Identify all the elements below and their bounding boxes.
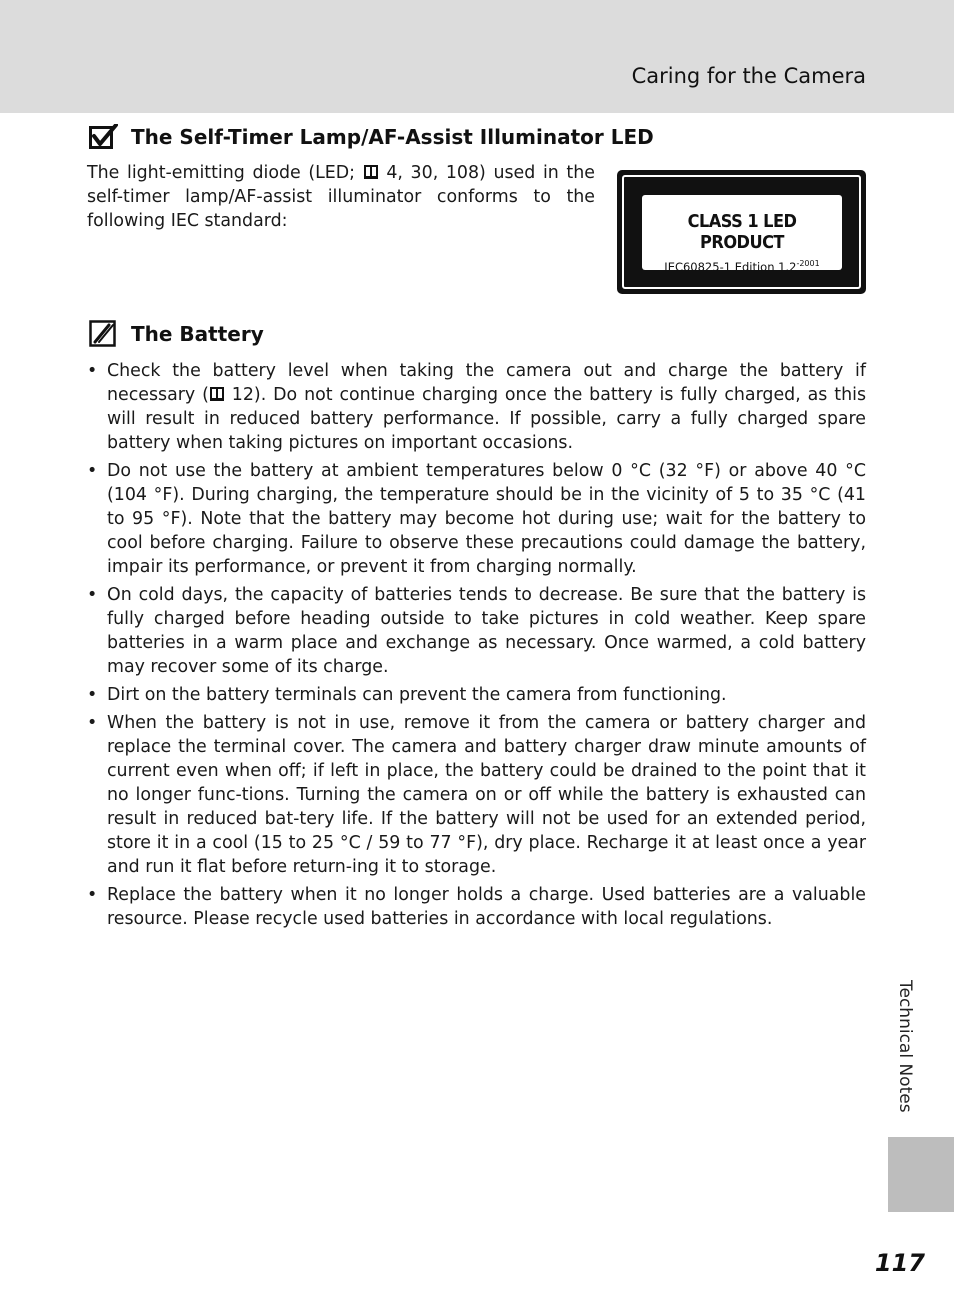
list-item [87,883,866,931]
battery-section-heading [89,320,264,348]
battery-heading-text: The Battery [131,322,264,346]
led-intro-paragraph [87,161,595,233]
bullet-dot: • [87,885,98,905]
checkmark-box-icon [89,124,118,149]
bullet-dot: • [87,685,98,705]
bullet-text-after: 12). Do not continue charging once the battery is fully charged, as this will result in reduced battery performance. If possible, carry a fully charged spare battery when taking pictures on important occasions. [107,385,866,453]
intro-text-before: The light-emitting diode (LED; [87,163,363,183]
side-thumb-tab [888,1137,954,1212]
page-reference-icon [363,164,379,180]
led-heading-text: The Self-Timer Lamp/AF-Assist Illuminator LED [131,124,654,149]
bullet-text: Dirt on the battery terminals can prevent the camera from functioning. [107,685,727,705]
intro-text-after: 4, 30, 108) used in the self-timer lamp/AF-assist illuminator conforms to the following IEC standard: [87,163,595,231]
label-title: CLASS 1 LED PRODUCT [687,211,797,253]
header-band [0,0,954,113]
list-item [87,583,866,679]
label-standard-text: IEC60825-1 Edition 1.2 [664,259,797,274]
bullet-dot: • [87,461,98,481]
bullet-text: Replace the battery when it no longer holds a charge. Used batteries are a valuable resource. Please recycle used batteries in accordance with local regulations. [107,885,866,929]
page-reference-icon [209,386,225,402]
page-number: 117 [874,1249,925,1277]
list-item [87,683,866,707]
bullet-text: When the battery is not in use, remove it from the camera or battery charger and replace the terminal cover. The camera and battery charger draw minute amounts of current even when off; if left in place, the battery could be drained to the point that it no longer func-tions. Turning the camera on or off while the battery is exhausted can result in reduced bat-tery life. If the battery will not be used for an extended period, store it in a cool (15 to 25 °C / 59 to 77 °F), dry place. Recharge it at least once a year and run it flat before return-ing it to storage. [107,713,866,877]
label-panel [642,195,842,274]
bullet-dot: • [87,361,98,381]
battery-precautions-list [87,359,866,935]
bullet-text-before: Check the battery level when taking the camera out and charge the battery if necessary ( [107,361,866,405]
list-item [87,711,866,879]
led-section-heading [89,124,654,149]
bullet-text: On cold days, the capacity of batteries tends to decrease. Be sure that the battery is fully charged before heading outside to take pictures in cold weather. Keep spare batteries in a warm place and exchange as necessary. Once warmed, a cold battery may recover some of its charge. [107,585,866,677]
label-standard-year: -2001 [796,259,820,268]
bullet-dot: • [87,713,98,733]
running-title: Caring for the Camera [631,64,866,88]
bullet-dot: • [87,585,98,605]
class1-led-label [617,170,866,294]
pencil-note-icon [89,320,118,348]
list-item [87,459,866,579]
list-item [87,359,866,455]
label-standard [642,259,842,274]
bullet-text: Do not use the battery at ambient temperatures below 0 °C (32 °F) or above 40 °C (104 °F). During charging, the temperature should be in the vicinity of 5 to 35 °C (41 to 95 °F). Note that the battery may become hot during use; wait for the battery to cool before charging. Failure to observe these precautions could damage the battery, impair its performance, or prevent it from charging normally. [107,461,866,577]
side-tab-label: Technical Notes [895,980,915,1113]
